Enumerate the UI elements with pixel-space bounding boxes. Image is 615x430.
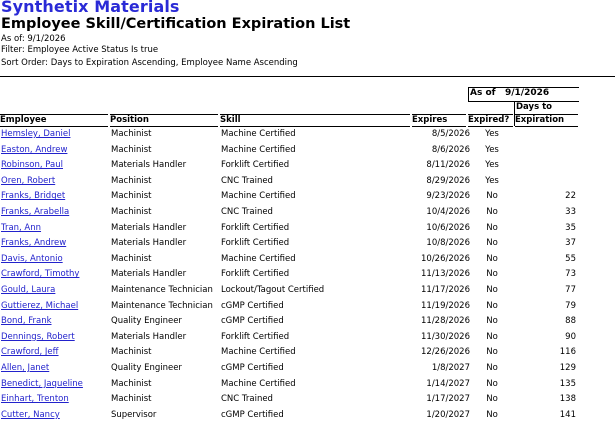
table-row — [0, 267, 615, 283]
skill-cell: cGMP Certified — [221, 362, 284, 373]
skill-cell: CNC Trained — [221, 394, 273, 405]
position-cell: Supervisor — [111, 409, 157, 420]
col-header-days-line1: Days to — [516, 102, 552, 112]
employee-link[interactable]: Guttierez, Michael — [1, 300, 79, 311]
skill-cell: Machine Certified — [221, 191, 296, 202]
as-of-group-header — [468, 87, 579, 102]
employee-link[interactable]: Easton, Andrew — [1, 144, 68, 155]
expires-cell: 8/6/2026 — [431, 144, 470, 155]
report-rows — [0, 127, 615, 423]
days-to-expiration-cell: 77 — [565, 284, 576, 295]
expires-cell: 10/26/2026 — [421, 253, 470, 264]
employee-link[interactable]: Allen, Janet — [1, 362, 50, 373]
expired-cell: No — [486, 409, 498, 420]
as-of-header-date: 9/1/2026 — [505, 88, 550, 98]
employee-link[interactable]: Gould, Laura — [1, 284, 56, 295]
table-row — [0, 392, 615, 408]
employee-link[interactable]: Crawford, Jeff — [1, 347, 59, 358]
days-to-expiration-cell: 22 — [565, 191, 576, 202]
table-row — [0, 174, 615, 190]
skill-cell: Machine Certified — [221, 144, 296, 155]
employee-link[interactable]: Benedict, Jaqueline — [1, 378, 83, 389]
position-cell: Materials Handler — [111, 269, 187, 280]
employee-link[interactable]: Franks, Bridget — [1, 191, 66, 202]
expires-cell: 11/13/2026 — [421, 269, 470, 280]
col-header-expired: Expired? — [468, 114, 513, 127]
expires-cell: 11/28/2026 — [421, 316, 470, 327]
expires-cell: 1/17/2027 — [426, 394, 470, 405]
expired-cell: No — [486, 222, 498, 233]
employee-link[interactable]: Dennings, Robert — [1, 331, 75, 342]
skill-cell: cGMP Certified — [221, 316, 284, 327]
days-to-expiration-cell: 88 — [565, 316, 576, 327]
employee-link[interactable]: Tran, Ann — [1, 222, 42, 233]
col-header-skill: Skill — [220, 114, 410, 127]
days-to-expiration-cell: 116 — [559, 347, 576, 358]
table-row — [0, 345, 615, 361]
expired-cell: Yes — [485, 129, 499, 139]
expires-cell: 1/20/2027 — [426, 409, 470, 420]
skill-cell: cGMP Certified — [221, 409, 284, 420]
table-row — [0, 377, 615, 393]
position-cell: Quality Engineer — [111, 362, 182, 373]
expires-cell: 8/5/2026 — [431, 129, 470, 139]
table-row — [0, 205, 615, 221]
expired-cell: No — [486, 253, 498, 264]
days-to-expiration-cell: 37 — [565, 238, 576, 249]
position-cell: Materials Handler — [111, 331, 187, 342]
table-row — [0, 252, 615, 268]
employee-link[interactable]: Franks, Andrew — [1, 238, 67, 249]
position-cell: Machinist — [111, 253, 152, 264]
employee-link[interactable]: Cutter, Nancy — [1, 409, 60, 420]
expires-cell: 11/30/2026 — [421, 331, 470, 342]
employee-link[interactable]: Einhart, Trenton — [1, 394, 69, 405]
col-header-employee: Employee — [0, 114, 108, 127]
skill-cell: cGMP Certified — [221, 300, 284, 311]
days-to-expiration-cell: 129 — [559, 362, 576, 373]
filter-text: Filter: Employee Active Status Is true — [1, 45, 159, 55]
position-cell: Machinist — [111, 394, 152, 405]
table-row — [0, 283, 615, 299]
as-of-date: As of: 9/1/2026 — [1, 34, 66, 44]
days-to-expiration-cell: 135 — [559, 378, 576, 389]
skill-cell: Machine Certified — [221, 347, 296, 358]
employee-link[interactable]: Oren, Robert — [1, 175, 56, 186]
position-cell: Machinist — [111, 175, 152, 186]
skill-cell: Forklift Certified — [221, 331, 290, 342]
table-row — [0, 143, 615, 159]
expired-cell: No — [486, 191, 498, 202]
skill-cell: CNC Trained — [221, 206, 273, 217]
expires-cell: 8/11/2026 — [426, 160, 470, 171]
table-row — [0, 314, 615, 330]
employee-link[interactable]: Davis, Antonio — [1, 253, 63, 264]
position-cell: Materials Handler — [111, 222, 187, 233]
skill-cell: Forklift Certified — [221, 160, 290, 171]
expires-cell: 1/8/2027 — [431, 362, 470, 373]
table-row — [0, 127, 615, 143]
days-to-expiration-cell: 73 — [565, 269, 576, 280]
as-of-label: As of — [470, 88, 496, 98]
days-to-expiration-cell: 35 — [565, 222, 576, 233]
employee-link[interactable]: Bond, Frank — [1, 316, 52, 327]
employee-link[interactable]: Crawford, Timothy — [1, 269, 80, 280]
expired-cell: No — [486, 206, 498, 217]
expired-cell: No — [486, 331, 498, 342]
skill-cell: Machine Certified — [221, 253, 296, 264]
employee-link[interactable]: Robinson, Paul — [1, 160, 63, 171]
table-row — [0, 189, 615, 205]
expires-cell: 11/19/2026 — [421, 300, 470, 311]
position-cell: Machinist — [111, 347, 152, 358]
position-cell: Maintenance Technician — [111, 300, 213, 311]
expires-cell: 12/26/2026 — [421, 347, 470, 358]
skill-cell: Machine Certified — [221, 378, 296, 389]
skill-cell: Forklift Certified — [221, 222, 290, 233]
skill-cell: Lockout/Tagout Certified — [221, 284, 325, 295]
position-cell: Quality Engineer — [111, 316, 182, 327]
position-cell: Maintenance Technician — [111, 284, 213, 295]
position-cell: Machinist — [111, 144, 152, 155]
position-cell: Materials Handler — [111, 160, 187, 171]
days-to-expiration-cell: 138 — [559, 394, 576, 405]
col-header-days-line2: Expiration — [515, 114, 578, 127]
expires-cell: 1/14/2027 — [426, 378, 470, 389]
expired-cell: Yes — [485, 144, 499, 155]
skill-cell: Forklift Certified — [221, 238, 290, 249]
expires-cell: 11/17/2026 — [421, 284, 470, 295]
col-header-position: Position — [110, 114, 218, 127]
days-to-expiration-cell: 90 — [565, 331, 576, 342]
expired-cell: No — [486, 316, 498, 327]
report-title: Employee Skill/Certification Expiration List — [1, 16, 351, 32]
expired-cell: Yes — [485, 160, 499, 171]
table-row — [0, 330, 615, 346]
position-cell: Machinist — [111, 191, 152, 202]
expired-cell: No — [486, 284, 498, 295]
expired-cell: No — [486, 238, 498, 249]
days-to-expiration-cell: 55 — [565, 253, 576, 264]
position-cell: Materials Handler — [111, 238, 187, 249]
company-name: Synthetix Materials — [1, 0, 180, 16]
position-cell: Machinist — [111, 206, 152, 217]
table-row — [0, 221, 615, 237]
days-to-expiration-cell: 33 — [565, 206, 576, 217]
employee-link[interactable]: Hemsley, Daniel — [1, 129, 71, 139]
days-to-expiration-cell: 141 — [559, 409, 576, 420]
expired-cell: No — [486, 378, 498, 389]
expired-cell: No — [486, 362, 498, 373]
expires-cell: 10/4/2026 — [426, 206, 470, 217]
employee-link[interactable]: Franks, Arabella — [1, 206, 70, 217]
expired-cell: No — [486, 394, 498, 405]
expired-cell: Yes — [485, 175, 499, 186]
header-divider — [0, 76, 615, 77]
table-row — [0, 299, 615, 315]
sort-order-text: Sort Order: Days to Expiration Ascending, Employee Name Ascending — [1, 58, 298, 68]
expires-cell: 10/8/2026 — [426, 238, 470, 249]
expired-cell: No — [486, 300, 498, 311]
expires-cell: 10/6/2026 — [426, 222, 470, 233]
days-to-expiration-cell: 79 — [565, 300, 576, 311]
position-cell: Machinist — [111, 129, 152, 139]
table-row — [0, 236, 615, 252]
expires-cell: 8/29/2026 — [426, 175, 470, 186]
table-row — [0, 408, 615, 424]
skill-cell: Machine Certified — [221, 129, 296, 139]
expired-cell: No — [486, 269, 498, 280]
col-header-expires: Expires — [412, 114, 466, 127]
table-row — [0, 361, 615, 377]
skill-cell: Forklift Certified — [221, 269, 290, 280]
expires-cell: 9/23/2026 — [426, 191, 470, 202]
expired-cell: No — [486, 347, 498, 358]
position-cell: Machinist — [111, 378, 152, 389]
skill-cell: CNC Trained — [221, 175, 273, 186]
table-row — [0, 158, 615, 174]
